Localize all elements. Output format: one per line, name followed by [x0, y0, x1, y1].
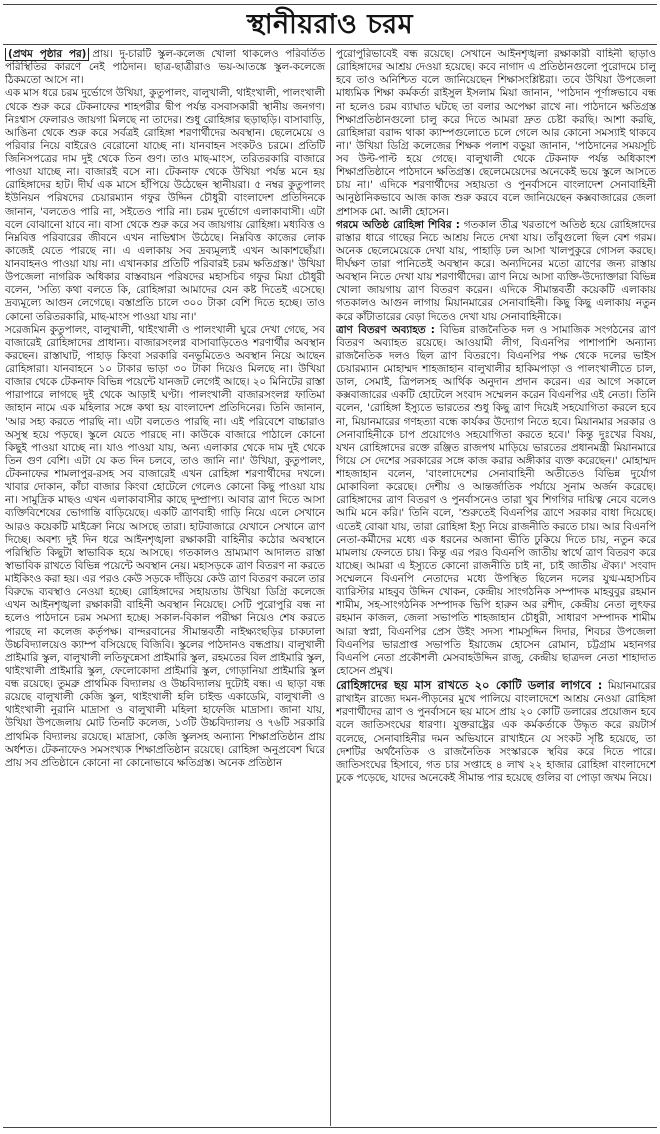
left-paragraph-1-text: প্রায়। দু-চারটি স্কুল-কলেজ খোলা থাকলেও পরিবর্তিত পরিস্থিতির কারণে নেই পাঠদান। ছাত্র-ছাত্রীরাও ভয়-আতঙ্কে স্কুল-কলেজে ঠিকমতো আসে না। — [5, 48, 325, 87]
headline-rule — [3, 44, 657, 45]
subhead-relief: ত্রাণ বিতরণ অব্যাহত : — [336, 323, 435, 336]
right-paragraph-3 — [336, 324, 656, 678]
right-paragraph-4-text: মিয়ানমারের রাখাইন রাজ্যে দমন-পীড়নের মুখে পালিয়ে বাংলাদেশে আশ্রয় নেওয়া রোহিঙ্গা শরণার্থীদের ত্রাণ ও পুনর্বাসনে ছয় মাসে প্রায় ২০ কোটি ডলারের প্রয়োজন হবে বলে জাতিসংঘের ধারণা। যুক্তরাষ্ট্রের এক কর্মকর্তাকে উদ্ধৃত করে রয়টার্স বলেছে, সেনাবাহিনীর দমন অভিযানে রাখাইনে যে সংকট সৃষ্টি হয়েছে, তা দেশটির অর্থনৈতিক ও রাজনৈতিক সংস্কারকে স্থবির করে দিতে পারে। জাতিসংঘের হিসাবে, গত চার সপ্তাহে ৪ লাখ ২২ হাজার রোহিঙ্গা বাংলাদেশে ঢুকে পড়েছে, যাদের অনেকেই সীমান্ত পার হয়েছে গুলির বা পোড়া জখম নিয়ে। — [336, 680, 656, 784]
left-paragraph-1 — [5, 48, 325, 87]
right-paragraph-3-text: বিভিন্ন রাজনৈতিক দল ও সামাজিক সংগঠনের ত্রাণ বিতরণ অব্যাহত রয়েছে। আওয়ামী লীগ, বিএনপির পাশাপাশি অন্যান্য রাজনৈতিক দলও ছিল ত্রাণ বিতরণে। বিএনপির পক্ষ থেকে দলের ভাইস চেয়ারম্যান মোহাম্মদ শাহজাহান বালুখালীর হাকিমপাড়া ও পালংখালীতে চাল, ডাল, সেমাই, ত্রিপলসহ আর্থিক অনুদান প্রদান করেন। এর আগে সকালে কক্সবাজারের একটি হোটেলে সংবাদ সম্মেলন করেন বিএনপির এই নেতা। তিনি বলেন, 'রোহিঙ্গা ইস্যুতে ভারতের শুধু কিছু ত্রাণ দিয়েই সহযোগিতা করলে হবে না, মিয়ানমারের গণহত্যা বন্ধে কার্যকর উদ্যোগ নিতে হবে। মিয়ানমার সরকার ও সেনাবাহিনীকে চাপ প্রয়োগেও সহযোগিতা করতে হবে।' কিন্তু দুঃখের বিষয়, যখন রোহিঙ্গাদের রক্তে রঞ্জিত রাজপথ মাড়িয়ে ভারতের প্রধানমন্ত্রী মিয়ানমারে গিয়ে সে দেশের সরকারের সঙ্গে কাজ করার অঙ্গীকার ব্যক্ত করেছেন।' মোহাম্মদ শাহজাহান বলেন, 'বাংলাদেশের সেনাবাহিনী অতীতেও বিভিন্ন দুর্যোগ মোকাবিলা করেছে। দেশীয় ও আন্তর্জাতিক পর্যায়ে সুনাম অর্জন করেছে। রোহিঙ্গাদের ত্রাণ বিতরণ ও পুনর্বাসনেও তারা খুব শিগগির দায়িত্ব নেবে বলেও আমি মনে করি।' তিনি বলে, 'শুরুতেই বিএনপির ত্রাণে সরকার বাধা দিয়েছে। এতেই বোঝা যায়, তারা রোহিঙ্গা ইস্যু নিয়ে রাজনীতি করতে চায়। আর বিএনপি নেতা-কর্মীদের মধ্যে এক ধরনের অজানা ভীতি ঢুকিয়ে দিতে চায়, নতুন করে মামলায় ফেলতে চায়। কিন্তু এর পরও বিএনপি জাতীয় স্বার্থে ত্রাণ বিতরণ করে যাচ্ছে। আমরা এ ইস্যুতে কোনো রাজনীতি চাই না, চাই জাতীয় ঐক্য।' সংবাদ সম্মেলনে বিএনপি নেতাদের মধ্যে উপস্থিত ছিলেন দলের যুগ্ম-মহাসচিব ব্যারিস্টার মাহবুব উদ্দিন খোকন, কেন্দ্রীয় সাংগঠনিক সম্পাদক মাহবুবুর রহমান শামীম, সহ-সাংগঠনিক সম্পাদক ভিপি হারুন অর রশীদ, কেন্দ্রীয় নেতা লুৎফর রহমান কাজল, জেলা সভাপতি শাহজাহান চৌধুরী, সাধারণ সম্পাদক শামীম আরা স্বপ্না, বিএনপির প্রেস উইং সদস্য শামসুদ্দিন দিদার, শিবচর উপজেলা বিএনপির ভারপ্রাপ্ত সভাপতি ইয়াজেম হোসেন রোমান, চট্টগ্রাম মহানগর বিএনপি নেতা প্রকৌশলী মেসবাহউদ্দিন রাজু, কেন্দ্রীয় ছাত্রদল নেতা শাহাদাত হোসেন প্রমুখ। — [336, 323, 656, 677]
top-rule — [3, 4, 657, 5]
left-column — [5, 48, 325, 1126]
right-column — [336, 48, 656, 1126]
right-paragraph-2 — [336, 219, 656, 324]
subhead-funding: রোহিঙ্গাদের ছয় মাস রাখতে ২০ কোটি ডলার লাগবে : — [336, 678, 603, 692]
continuation-kicker: (প্রথম পৃষ্ঠার পর) — [5, 48, 89, 61]
headline: স্থানীয়রাও চরম — [246, 9, 414, 40]
right-paragraph-2-text: গতকাল তীব্র খরতাপে অতিষ্ঠ হয়ে রোহিঙ্গাদের রাস্তার ধারে গাছের নিচে আশ্রয় নিতে দেখা যায়। তাঁবুগুলো ছিল বেশ গরম। অনেক ছেলেমেয়েকে দেখা যায়, পাহাড়ি ঢল আসা খালপুকুরে গোসল করছে। দীর্ঘক্ষণ তারা পানিতেই অবস্থান করে। অন্যদিনের মতো ত্রাণের জন্য রাস্তায় অবস্থান নিতে দেখা যায় শরণার্থীদের। ত্রাণ নিয়ে আসা ব্যক্তি-উদ্যোক্তারা বিভিন্ন খোলা জায়গায় ত্রাণ বিতরণ করেন। এদিকে সীমান্তবর্তী কয়েকটি এলাকায় গতকালও আগুন লাগায় মিয়ানমারের সেনাবাহিনী। কিছু কিছু এলাকায় নতুন করে কাঁটাতারের বেড়া দিতেও দেখা যায় সেনাবাহিনীকে। — [336, 218, 656, 323]
left-paragraph-3: সরেজমিন কুতুপালং, বালুখালী, থাইংখালী ও পালংখালী ঘুরে দেখা গেছে, সব বাজারেই রোহিঙ্গাদের প্রাধান্য। বাজারসংলগ্ন বাসাবাড়িতেও শরণার্থীর অবস্থান করছেন। রাস্তাঘাট, পাহাড় কিংবা সরকারি বনভূমিতেও অবস্থান নিয়ে আছেন রোহিঙ্গারা। যানবাহনে ১০ টাকার ভাড়া ৩০ টাকা দিয়েও মিলছে না। উখিয়া বাজার থেকে টেকনাফ বিভিন্ন পয়েন্টে যানজট লেগেই আছে। ২০ মিনিটের রাস্তা পারাপারে লাগছে দুই থেকে আড়াই ঘণ্টা। পালংখালী বাজারসংলগ্ন ফাতিমা জাহান নামে এক মহিলার সঙ্গে কথা হয় বাংলাদেশ প্রতিদিনের। তিনি জানান, 'আর সহ্য করতে পারছি না। এটা বলতেও পারছি না। এই পরিবেশে বাচ্চারাও অসুস্থ হয়ে পড়ছে। স্কুলে যেতে পারছে না। কাউকে বাজারে পাঠালে কোনো কিছুই পাওয়া যাচ্ছে না। যাও পাওয়া যায়, অন্য এলাকার থেকে দাম দুই থেকে তিন গুণ বেশি। এটা যে কত দিন চলবে, তাও জানি না।' উখিয়া, কুতুপালং, টেকনাফের শামলাপুর-রসহ সব বাজারেই এখন রোহিঙ্গা শরণার্থীদের দখলে। খাবার দোকান, কাঁচা বাজার কিংবা হোটেলে গেলেও কোনো কিছু পাওয়া যায় না। সামুদ্রিক মাছও এখন এলাকাবাসীর কাছে দুষ্প্রাপ্য। আবার ত্রাণ দিতে আসা ব্যক্তিবিশেষের ভোগান্তি বাড়িয়েছে। একটি ত্রাণবাহী গাড়ি নিয়ে এলে সেখানে আরও কয়েকটি মাইক্রো নিয়ে আসছে তারা। হাটবাজারে যেখানে সেখানে ত্রাণ দিচ্ছে। অবশ্য দুই দিন ধরে আইনশৃঙ্খলা রক্ষাকারী বাহিনীর কঠোর অবস্থানে পরিস্থিতি কিছুটা স্বাভাবিক হয়ে আসছে। গতকালও ভ্রাম্যমাণ আদালত রাস্তা স্বাভাবিক রাখতে বিভিন্ন পয়েন্টে অবস্থান নেয়। মহাসড়কে ত্রাণ বিতরণ না করতে মাইকিংও করা হয়। এর পরও কেউ সড়কে দাঁড়িয়ে কেউ ত্রাণ বিতরণ করলে তার বিরুদ্ধে ব্যবস্থাও নেওয়া হচ্ছে। রোহিঙ্গাদের সহায়তায় উখিয়া ডিগ্রি কলেজে এখন আইনশৃঙ্খলা রক্ষাকারী বাহিনী অবস্থান নিয়েছে। সেটি পুরোপুরি বন্ধ না হলেও পাঠদানে চরম সমস্যা হচ্ছে। সকাল-বিকাল পরীক্ষা নিয়েও শেষ করতে পারছে না কলেজ কর্তৃপক্ষ। বান্দরবানের সীমান্তবর্তী নাইক্ষ্যংছড়ির চাকঢালা উচ্চবিদ্যালয়েও ক্যাম্প বসিয়েছে বিজিবি। স্কুলের পাঠদানও বন্ধপ্রায়। বালুখালী প্রাইমারি স্কুল, বালুখালী লতিফুন্নেসা প্রাইমারি স্কুল, রহমতের বিল প্রাইমারি স্কুল, থাইংখালী প্রাইমারি স্কুল, ফেলোকোদা প্রাইমারি স্কুল, গোড়ানিয়া প্রাইমারি স্কুল বন্ধ রয়েছে। তুমব্রু প্রাথমিক বিদ্যালয় ও উচ্চবিদ্যালয় দুটোই বন্ধ। এ ছাড়া বন্ধ রয়েছে বালুখালী কেজি স্কুল, থাইংখালী হলি চাইল্ড একাডেমি, বালুখালী ও থাইংখালী নুরানি মাদ্রাসা ও বালুখালী মহিলা হাফেজি মাদ্রাসা। জানা যায়, উখিয়া উপজেলায় মোট তিনটি কলেজ, ১৩টি উচ্চবিদ্যালয় ও ৭৬টি সরকারি প্রাথমিক বিদ্যালয় রয়েছে। মাদ্রাসা, কেজি স্কুলসহ অন্যান্য শিক্ষাপ্রতিষ্ঠান প্রায় অর্ধশত। টেকনাফেও সমসংখ্যক শিক্ষাপ্রতিষ্ঠান রয়েছে। রোহিঙ্গা অনুপ্রবেশ ঘিরে প্রায় সব প্রতিষ্ঠানে কোনো না কোনোভাবে ক্ষতিগ্রস্ত। অনেক প্রতিষ্ঠান — [5, 323, 325, 769]
bottom-rule — [3, 1127, 657, 1128]
right-paragraph-1: পুরোপুরিভাবেই বন্ধ রয়েছে। সেখানে আইনশৃঙ্খলা রক্ষাকারী বাহিনী ছাড়াও রোহিঙ্গাদের আশ্রয় দেওয়া হয়েছে। কবে নাগাদ এ প্রতিষ্ঠানগুলো পুরোদমে চালু হবে তাও অনিশ্চিত বলে জানিয়েছেন শিক্ষাসংশ্লিষ্টরা। তবে উখিয়া উপজেলা মাধ্যমিক শিক্ষা কর্মকর্তা রাইসুল ইসলাম মিয়া জানান, 'পাঠদান পূর্ণাঙ্গভাবে বন্ধ না হলেও চরম ব্যাঘাত ঘটছে তা বলার অপেক্ষা রাখে না। পাঠদানে ক্ষতিগ্রস্ত শিক্ষাপ্রতিষ্ঠানগুলো চালু করে দিতে আমরা দ্রুত চেষ্টা করছি। আশা করছি, রোহিঙ্গারা বরাদ্দ থাকা ক্যাম্পগুলোতে চলে গেলে আর কোনো সমস্যাই থাকবে না।' উখিয়া ডিগ্রি কলেজের শিক্ষক পলাশ বড়ুয়া জানান, 'পাঠদানের সময়সূচি সব উল্ট-পাল্ট হয়ে গেছে। বালুখালী থেকে টেকনাফ পর্যন্ত অধিকাংশ শিক্ষাপ্রতিষ্ঠানে পাঠদানে ক্ষতিগ্রস্ত। ছেলেমেয়েদের অনেকেই ভয়ে স্কুলে আসতে চায় না।' এদিকে শরণার্থীদের সহায়তা ও পুনর্বাসনে বাংলাদেশ সেনাবাহিনী আনুষ্ঠানিকভাবে আজ কাজ শুরু করবে বলে জানিয়েছেন কক্সবাজারের জেলা প্রশাসক মো. আলী হোসেন। — [336, 48, 656, 218]
left-paragraph-2: এক মাস ধরে চরম দুর্ভোগে উখিয়া, কুতুপালং, বালুখালী, থাইংখালী, পালংখালী থেকে শুরু করে টেকনাফের শাহপরীর দ্বীপ পর্যন্ত বসবাসকারী স্থানীয় জনগণ। নিঃশ্বাস ফেলারও জায়গা মিলছে না তাদের। শুধু রোহিঙ্গার ছড়াছড়ি। বাসাবাড়ি, আঙিনা থেকে শুরু করে সর্বত্রই রোহিঙ্গা শরণার্থীদের অবস্থান। ছেলেমেয়ে ও পরিবার নিয়ে বাইরেও বেরোনো যাচ্ছে না। যানবাহন সংকটও চরমে। প্রতিটি জিনিসপত্রের দাম দুই থেকে তিন গুণ। তাও মাছ-মাংস, তরিতরকারি বাজারে পাওয়া যাচ্ছে না। বাজারই বসে না। টেকনাফ থেকে উখিয়া পর্যন্ত মনে হয় রোহিঙ্গাদের হাট। দীর্ঘ এক মাসে হাঁপিয়ে উঠেছেন স্থানীয়রা। ৫ নম্বর কুতুপালং ইউনিয়ন পরিষদের চেয়ারম্যান গফুর উদ্দিন চৌধুরী বাংলাদেশ প্রতিদিনকে জানান, 'বলতেও পারি না, সইতেও পারি না। চরম দুর্ভোগে এলাকাবাসী। এটা বলে বোঝানো যাবে না। বাসা থেকে শুরু করে সব জায়গায় রোহিঙ্গা। মধ্যবিত্ত ও নিম্নবিত্ত পরিবারের জীবনে এখন নাভিশ্বাস উঠেছে। নিম্নবিত্ত কাজের লোক কাজেই যেতে পারছে না। এ এলাকায় সব দ্রব্যমূল্যই এখন আকাশছোঁয়া। যানবাহনও পাওয়া যায় না। এখানকার প্রতিটি পরিবারই চরম ক্ষতিগ্রস্ত।' উখিয়া উপজেলা নাগরিক অধিকার বাস্তবায়ন পরিষদের মহাসচিব গফুর মিয়া চৌধুরী বলেন, 'সত্যি কথা বলতে কি, রোহিঙ্গারা আমাদের যেন কষ্ট দিতেই এসেছে। দ্রব্যমূল্যে আগুন লেগেছে। বস্তাপ্রতি চালে ৩০০ টাকা বেশি দিতে হচ্ছে। তাও কোনো তরিতরকারি, মাছ-মাংস পাওয়া যায় না।' — [5, 87, 325, 323]
right-paragraph-4 — [336, 678, 656, 785]
subhead-heat: গরমে অতিষ্ঠ রোহিঙ্গা শিবির : — [336, 218, 460, 231]
column-divider — [330, 48, 331, 1126]
